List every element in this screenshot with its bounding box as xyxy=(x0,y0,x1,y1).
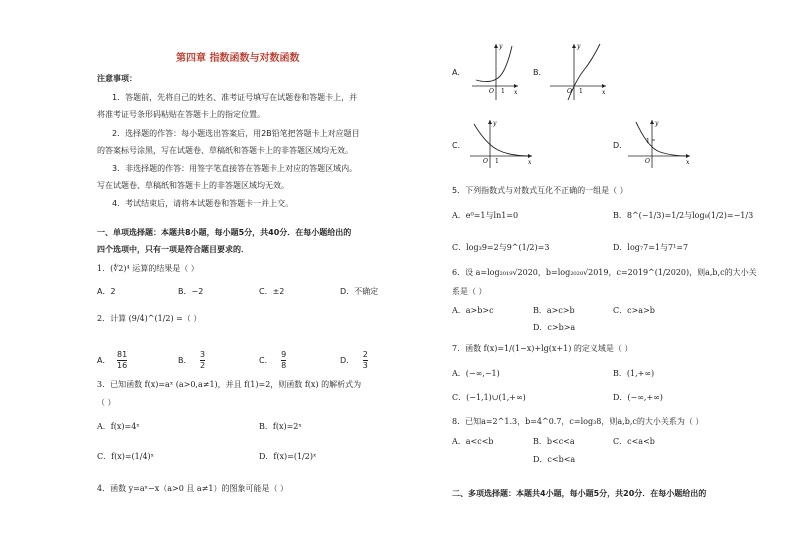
x-axis-label: x xyxy=(602,89,606,96)
q5-stem: 5．下列指数式与对数式互化不正确的一组是（ ） xyxy=(452,186,628,195)
q2-option-d[interactable]: D． $\frac{2}{3}$ xyxy=(340,350,368,370)
q3-stem: 3．已知函数 f(x)=aˣ (a>0,a≠1)，并且 f(1)=2，则函数 f(x) 的解析式为 xyxy=(97,380,362,389)
origin-label: O xyxy=(567,88,572,95)
q5-option-d[interactable]: D．log₇7=1与7¹=7 xyxy=(613,243,689,252)
q4-graph-a[interactable] xyxy=(470,40,520,102)
q7-option-d[interactable]: D．(−∞,+∞) xyxy=(613,393,663,402)
q2-option-a[interactable]: A． $\frac{81}{16}$ xyxy=(97,350,128,370)
q7-option-b[interactable]: B．(1,+∞) xyxy=(613,369,655,378)
q4-option-a-label[interactable]: A． xyxy=(452,68,466,77)
q3-option-a[interactable]: A．f(x)=4ˣ xyxy=(97,422,140,431)
q6-option-d[interactable]: D．c>b>a xyxy=(533,323,576,332)
q6-option-b[interactable]: B．a>c>b xyxy=(533,306,575,315)
q6-stem: 6．设 a=log₂₀₁₉√2020，b=log₂₀₂₀√2019，c=2019^(1/2020)，则a,b,c的大小关 xyxy=(452,268,757,277)
q8-option-c[interactable]: C．c<a<b xyxy=(613,437,655,446)
q4-graph-d[interactable] xyxy=(626,118,692,170)
q2-stem: 2．计算 (9/4)^(1/2) =（ ） xyxy=(97,314,202,323)
q3-option-d[interactable]: D．f(x)=(1/2)ˣ xyxy=(259,452,317,461)
x-axis-label: x xyxy=(686,159,690,166)
y-axis-label: y xyxy=(493,120,497,127)
tick-label-1: 1 xyxy=(646,138,650,145)
q5-option-a[interactable]: A．e⁰=1与ln1=0 xyxy=(452,211,519,220)
note-line: 的答案标号涂黑，写在试题卷、草稿纸和答题卡上的非答题区域均无效。 xyxy=(97,146,353,155)
note-line: 4．考试结束后，请将本试题卷和答题卡一并上交。 xyxy=(112,199,294,208)
x-axis-label: x xyxy=(528,159,532,166)
origin-label: O xyxy=(645,158,650,165)
q3-option-c[interactable]: C．f(x)=(1/4)ˣ xyxy=(97,452,155,461)
q3-paren: （ ） xyxy=(97,398,116,407)
notes-heading: 注意事项： xyxy=(97,74,137,83)
q5-option-c[interactable]: C．log₃9=2与9^(1/2)=3 xyxy=(452,243,550,252)
q8-stem: 8．已知a=2^1.3，b=4^0.7，c=log₃8，则a,b,c的大小关系为（ ） xyxy=(452,417,704,426)
note-line: 3．非选择题的作答：用签字笔直接答在答题卡上对应的答题区域内。 xyxy=(112,164,358,173)
q1-option-a[interactable]: A．2 xyxy=(97,287,116,296)
y-axis-label: y xyxy=(499,43,503,50)
q4-option-d-label[interactable]: D． xyxy=(613,141,628,150)
q3-option-b[interactable]: B．f(x)=2ˣ xyxy=(259,422,302,431)
q7-stem: 7．函数 f(x)=1/(1−x)+lg(x+1) 的定义域是（ ） xyxy=(452,344,633,353)
q7-option-c[interactable]: C．(−1,1)∪(1,+∞) xyxy=(452,393,526,402)
origin-label: O xyxy=(489,88,494,95)
tick-label-1: 1 xyxy=(495,158,499,165)
page-title: 第四章 指数函数与对数函数 xyxy=(176,53,300,64)
q2-option-b[interactable]: B． $\frac{3}{2}$ xyxy=(178,350,206,370)
y-axis-label: y xyxy=(655,120,659,127)
x-axis-label: x xyxy=(514,89,518,96)
section-2-heading: 二、多项选择题：本题共4小题，每小题5分，共20分．在每小题给出的 xyxy=(452,489,707,498)
q4-stem: 4．函数 y=aˣ−x（a>0 且 a≠1）的图象可能是（ ） xyxy=(97,484,288,493)
y-axis-label: y xyxy=(577,43,581,50)
tick-label-1: 1 xyxy=(579,88,583,95)
section-1-heading: 一、单项选择题：本题共8小题，每小题5分，共40分．在每小题给出的 xyxy=(97,228,352,237)
q1-option-b[interactable]: B．−2 xyxy=(178,287,204,296)
q4-graph-c[interactable] xyxy=(468,118,534,170)
tick-label-1: 1 xyxy=(501,88,505,95)
section-1-heading-cont: 四个选项中，只有一项是符合题目要求的． xyxy=(97,245,249,254)
note-line: 1．答题前，先将自己的姓名、准考证号填写在试题卷和答题卡上，并 xyxy=(112,93,358,102)
q8-option-d[interactable]: D．c<b<a xyxy=(533,455,576,464)
q6-stem-cont: 系是（ ） xyxy=(452,287,487,296)
note-line: 2．选择题的作答：每小题选出答案后，用2B铅笔把答题卡上对应题目 xyxy=(112,129,360,138)
q7-option-a[interactable]: A．(−∞,−1) xyxy=(452,369,500,378)
origin-label: O xyxy=(483,158,488,165)
q1-option-c[interactable]: C．±2 xyxy=(259,287,285,296)
q6-option-c[interactable]: C．c>a>b xyxy=(613,306,655,315)
q4-option-c-label[interactable]: C． xyxy=(452,141,466,150)
q5-option-b[interactable]: B．8^(−1/3)=1/2与log₈(1/2)=−1/3 xyxy=(613,211,754,220)
q8-option-b[interactable]: B．b<c<a xyxy=(533,437,575,446)
q1-stem: 1．(∜2)⁴ 运算的结果是（ ） xyxy=(97,264,199,273)
q4-option-b-label[interactable]: B． xyxy=(533,68,547,77)
q2-option-c[interactable]: C． $\frac{9}{8}$ xyxy=(259,350,287,370)
q4-graph-b[interactable] xyxy=(548,40,608,102)
q6-option-a[interactable]: A．a>b>c xyxy=(452,306,494,315)
note-line: 将准考证号条形码粘贴在答题卡上的指定位置。 xyxy=(97,110,265,119)
q8-option-a[interactable]: A．a<c<b xyxy=(452,437,494,446)
note-line: 写在试题卷、草稿纸和答题卡上的非答题区域均无效。 xyxy=(97,181,289,190)
q1-option-d[interactable]: D．不确定 xyxy=(340,287,379,296)
